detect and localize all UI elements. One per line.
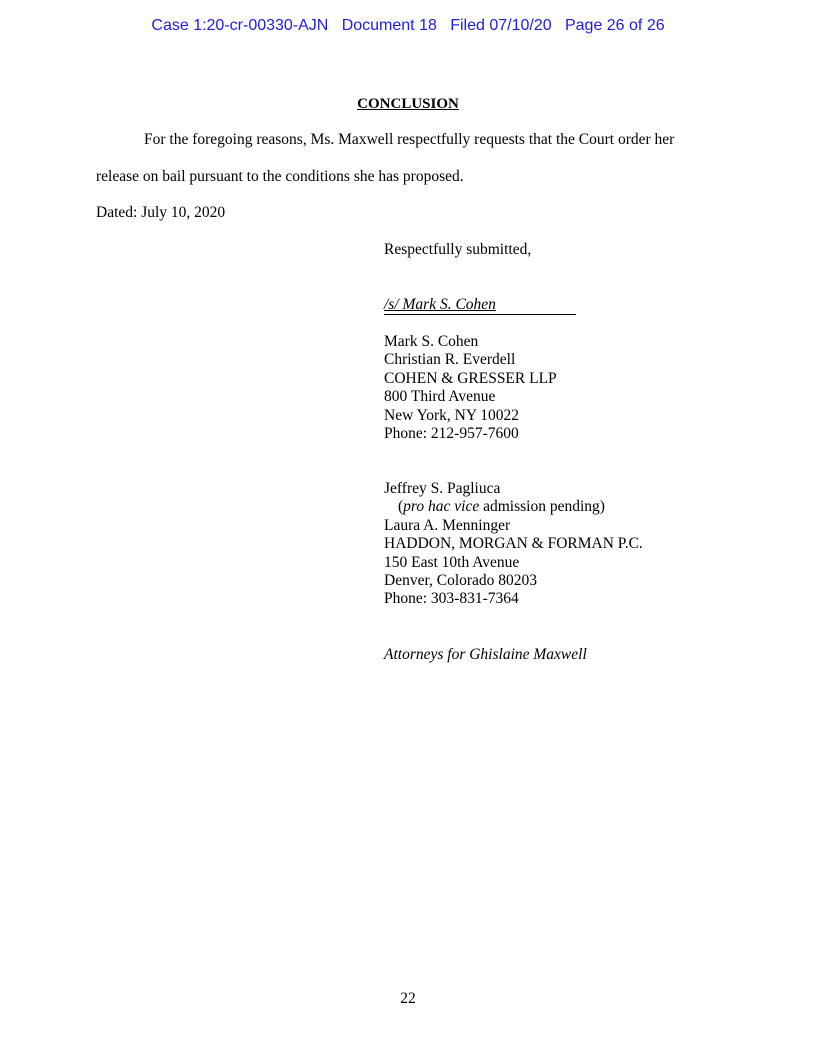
body-paragraph-line-1: For the foregoing reasons, Ms. Maxwell respectfully requests that the Court order her — [144, 131, 675, 148]
closing-line: Respectfully submitted, — [384, 241, 532, 258]
firm2-line: 150 East 10th Avenue — [384, 553, 520, 571]
document-number: Document 18 — [341, 17, 437, 34]
section-heading: CONCLUSION — [357, 96, 459, 112]
firm2-line: Phone: 303-831-7364 — [384, 590, 519, 608]
firm-block-haddon-morgan — [384, 480, 643, 609]
firm-block-cohen-gresser — [384, 333, 557, 443]
page-number: 22 — [400, 990, 416, 1007]
dated-line: Dated: July 10, 2020 — [96, 204, 226, 221]
firm2-line: Laura A. Menninger — [384, 516, 511, 534]
ecf-header — [0, 17, 816, 35]
page-count: Page 26 of 26 — [564, 17, 665, 34]
firm2-attorney: Jeffrey S. Pagliuca — [384, 480, 501, 497]
firm2-line: Denver, Colorado 80203 — [384, 572, 538, 590]
firm1-line: New York, NY 10022 — [384, 406, 520, 424]
electronic-signature: /s/ Mark S. Cohen — [384, 296, 496, 313]
pro-hac-vice-note: (pro hac vice admission pending) — [398, 498, 605, 516]
firm1-line: COHEN & GRESSER LLP — [384, 369, 557, 387]
firm1-line: Phone: 212-957-7600 — [384, 425, 519, 443]
firm1-line: Christian R. Everdell — [384, 351, 516, 369]
firm2-line: HADDON, MORGAN & FORMAN P.C. — [384, 535, 643, 553]
firm1-line: Mark S. Cohen — [384, 333, 479, 350]
case-number: Case 1:20-cr-00330-AJN — [151, 17, 329, 34]
pro-hac-vice-rest: admission pending) — [479, 498, 605, 516]
pro-hac-vice-italic: pro hac vice — [403, 498, 480, 516]
attorneys-for-line: Attorneys for Ghislaine Maxwell — [384, 646, 587, 663]
body-paragraph-line-2: release on bail pursuant to the conditions she has proposed. — [96, 168, 464, 185]
filed-date: Filed 07/10/20 — [450, 17, 552, 34]
signature-line — [384, 296, 576, 315]
firm1-line: 800 Third Avenue — [384, 388, 496, 406]
